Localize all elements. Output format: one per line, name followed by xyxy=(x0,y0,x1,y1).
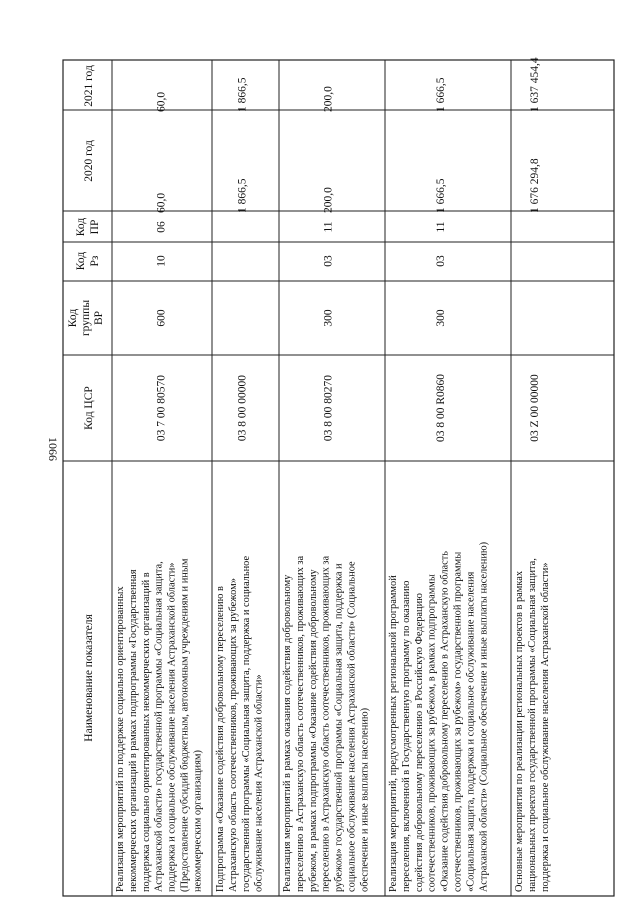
row-name-line: поддержка и социальное обслуживание населения Астраханской области» xyxy=(539,562,551,892)
cell-y2020: 1 666,5 xyxy=(435,178,448,213)
header-rz-line1: Код xyxy=(75,251,87,271)
row-name-line: переселению в Астраханскую область соотечественников, проживающих за xyxy=(294,555,306,892)
row-name-line: национальных проектов государственной программы «Социальная защита, xyxy=(526,558,538,892)
row-name-line: Реализация мероприятий в рамках оказания содействия добровольному xyxy=(282,574,293,892)
row-name-line: рубежом, в рамках подпрограммы «Оказание содействия добровольному xyxy=(307,569,319,892)
header-2021: 2021 год xyxy=(83,65,95,107)
row-name-line: Астраханской области» государственной программы «Социальная защита, xyxy=(153,561,165,892)
cell-y2020: 1 676 294,8 xyxy=(528,158,541,213)
row-name-line: поддержка и социальное обслуживание населения Астраханской области» xyxy=(166,562,178,892)
row-name-line: государственной программы «Социальная защита, поддержка и социальное xyxy=(240,555,252,892)
header-vr-line2: группы xyxy=(80,299,92,337)
row-name-line: Астраханской области» (Социальное обеспечение и иные выплаты населению) xyxy=(478,541,490,892)
header-vr-line3: ВР xyxy=(93,310,105,326)
cell-csr: 03 Z 00 00000 xyxy=(528,374,541,442)
row-name-line: поддержка социально ориентированных некоммерческих организаций в xyxy=(140,572,152,892)
cell-y2020: 200,0 xyxy=(322,187,335,213)
cell-y2021: 1 866,5 xyxy=(236,77,249,112)
header-rz-line2: Рз xyxy=(89,255,101,267)
row-name-line: некоммерческих организаций в рамках подпрограммы «Государственная xyxy=(127,569,139,892)
cell-rz: 03 xyxy=(435,255,448,267)
cell-csr: 03 8 00 R0860 xyxy=(435,373,448,443)
row-name-line: Подпрограмма «Оказание содействия добровольному переселению в xyxy=(215,586,226,892)
cell-y2020: 1 866,5 xyxy=(236,178,249,213)
row-name-line: рубежом» государственной программы «Социальная защита, поддержка и xyxy=(333,563,345,892)
row-name-line: «Социальная защита, поддержка и социальное обслуживание населения xyxy=(465,571,477,892)
header-pr-line2: ПР xyxy=(89,219,101,235)
header-name: Наименование показателя xyxy=(83,614,95,742)
cell-rz: 03 xyxy=(322,255,335,267)
header-csr: Код ЦСР xyxy=(83,386,95,430)
cell-csr: 03 8 00 00000 xyxy=(236,374,249,442)
row-name-line: Реализация мероприятий по поддержке социально ориентированных xyxy=(115,586,126,892)
row-name-line: Астраханскую область соотечественников, проживающих за рубежом» xyxy=(227,578,239,892)
cell-pr: 06 xyxy=(155,221,168,233)
cell-csr: 03 7 00 80570 xyxy=(155,374,168,442)
row-name-line: обслуживание населения Астраханской области» xyxy=(253,674,265,892)
cell-vr: 600 xyxy=(155,309,168,327)
row-name-line: некоммерческим организациям) xyxy=(192,750,204,892)
header-2020: 2020 год xyxy=(83,140,95,182)
row-name-line: соотечественников, проживающих за рубежом, в рамках подпрограммы xyxy=(426,574,438,892)
table-body xyxy=(115,57,551,892)
header-pr-line1: Код xyxy=(75,217,87,237)
cell-y2021: 60,0 xyxy=(155,91,168,112)
cell-rz: 10 xyxy=(155,255,168,267)
cell-vr: 300 xyxy=(322,309,335,327)
cell-csr: 03 8 00 80270 xyxy=(322,374,335,442)
header-vr-line1: Код xyxy=(67,308,79,328)
row-name-line: Основные мероприятия по реализации региональных проектов в рамках xyxy=(514,570,525,892)
cell-y2021: 1 637 454,4 xyxy=(528,57,541,112)
cell-pr: 11 xyxy=(435,221,448,233)
cell-y2021: 200,0 xyxy=(322,86,335,112)
row-name-line: Реализация мероприятий, предусмотренных региональной программой xyxy=(388,575,399,892)
row-name-line: переселению в Астраханскую область соотечественников, проживающих за xyxy=(320,555,332,892)
row-name-line: содействия добровольному переселению в Российскую Федерацию xyxy=(413,593,425,892)
cell-vr: 300 xyxy=(435,309,448,327)
row-name-line: (Предоставление субсидий бюджетным, автономным учреждениям и иным xyxy=(179,558,191,892)
cell-y2020: 60,0 xyxy=(155,192,168,213)
cell-y2021: 1 666,5 xyxy=(435,77,448,112)
budget-table xyxy=(63,57,614,896)
cell-pr: 11 xyxy=(322,221,335,233)
row-name-line: обеспечение и иные выплаты населению) xyxy=(359,707,371,892)
row-name-line: социальное обслуживание населения Астраханской области» (Социальное xyxy=(346,561,358,892)
row-name-line: соотечественников, проживающих за рубежом» государственной программы xyxy=(452,551,464,892)
row-name-line: переселения, включенной в Государственную программу по оказанию xyxy=(400,580,412,892)
row-name-line: «Оказание содействия добровольному переселению в Астраханскую область xyxy=(439,550,451,892)
page-number: 1066 xyxy=(46,437,60,461)
